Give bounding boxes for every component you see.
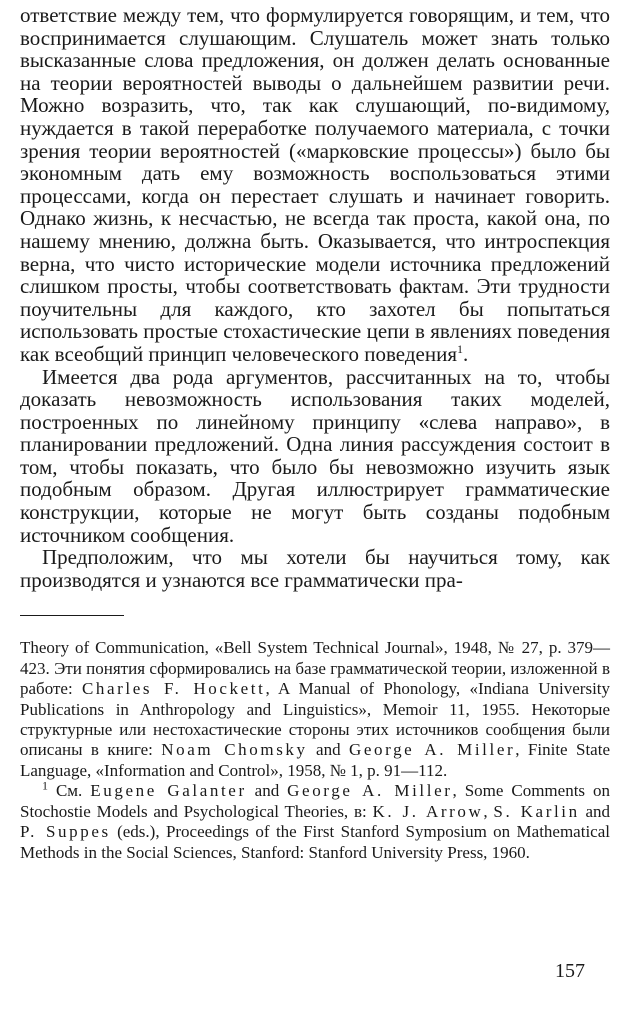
footnote-text: and [246, 781, 288, 801]
footnote-separator [20, 615, 124, 616]
book-page [20, 0, 610, 863]
paragraph-1-end: . [462, 341, 469, 366]
body-text [20, 0, 610, 591]
author-name: S. Karlin [493, 801, 580, 821]
footnote-continued [20, 638, 610, 781]
footnote-text: and [307, 740, 349, 760]
paragraph-1 [20, 4, 610, 366]
footnote-text: , A Manual of Phonology, «Indiana University Publications in Anthropology and Linguistics», Memoir 11, 1955. Некоторые структурные или нестохастические стороны этих источников сообщения были описаны в книге: [20, 679, 611, 760]
footnotes [20, 638, 610, 862]
page-number: 157 [555, 960, 585, 982]
author-name: Noam Chomsky [161, 740, 308, 760]
footnote-text: and [579, 801, 611, 821]
footnote-text: , Some Comments on Stochostie Models and Psychological Theories, в: [20, 781, 610, 821]
footnote-text: (eds.), Proceedings of the First Stanford Symposium on Mathematical Methods in the Social Sciences, Stanford: Stanford University Press, 1960. [20, 822, 610, 862]
author-name: Eugene Galanter [90, 781, 247, 801]
footnote-ref-1: 1 [456, 341, 463, 356]
author-name: George A. Miller [287, 781, 453, 801]
footnote-text: , Finite State Language, «Information and Control», 1958, № 1, p. 91—112. [20, 740, 610, 780]
footnote-1-marker: 1 [42, 778, 48, 793]
footnote-text: , [483, 801, 494, 821]
footnote-text: Theory of Communication, «Bell System Technical Journal», 1948, № 27, p. 379—423. Эти понятия сформировались на базе грамматической теории, изложенной в работе: [20, 638, 610, 699]
footnote-text: См. [48, 781, 91, 801]
author-name: K. J. Arrow [372, 801, 484, 821]
paragraph-1-text: ответствие между тем, что формулируется говорящим, и тем, что воспринимается слушающим. Слушатель может знать только высказанные слова предложения, он должен делать основанные на теории вероятностей выводы о дальнейшем развитии речи. Можно возразить, что, так как слушающий, по-видимому, нуждается в такой переработке получаемого материала, с точки зрения теории вероятностей («марковские процессы») было бы экономным дать ему возможность воспользоваться этими процессами, когда он перестает слушать и начинает говорить. Однако жизнь, к несчастью, не всегда так проста, какой она, по нашему мнению, должна быть. Оказывается, что интроспекция верна, что чисто исторические модели источника предложений слишком просты, чтобы соответствовать фактам. Эти трудности поучительны для каждого, кто захотел бы попытаться использовать простые стохастические цепи в явлениях поведения как всеобщий принцип человеческого поведения [20, 3, 610, 366]
paragraph-3: Предположим, что мы хотели бы научиться тому, как производятся и узнаются все грамматически пра- [20, 545, 610, 592]
author-name: George A. Miller [349, 740, 516, 760]
footnote-1 [20, 778, 611, 863]
paragraph-2: Имеется два рода аргументов, рассчитанных на то, чтобы доказать невозможность использования таких моделей, построенных по линейному принципу «слева направо», в планировании предложений. Одна линия рассуждения состоит в том, чтобы показать, что было бы невозможно изучить язык подобным образом. Другая иллюстрирует грамматические конструкции, которые не могут быть созданы подобным источником сообщения. [20, 364, 610, 547]
author-name: Charles F. Hockett [81, 679, 266, 699]
author-name: P. Suppes [20, 822, 111, 842]
